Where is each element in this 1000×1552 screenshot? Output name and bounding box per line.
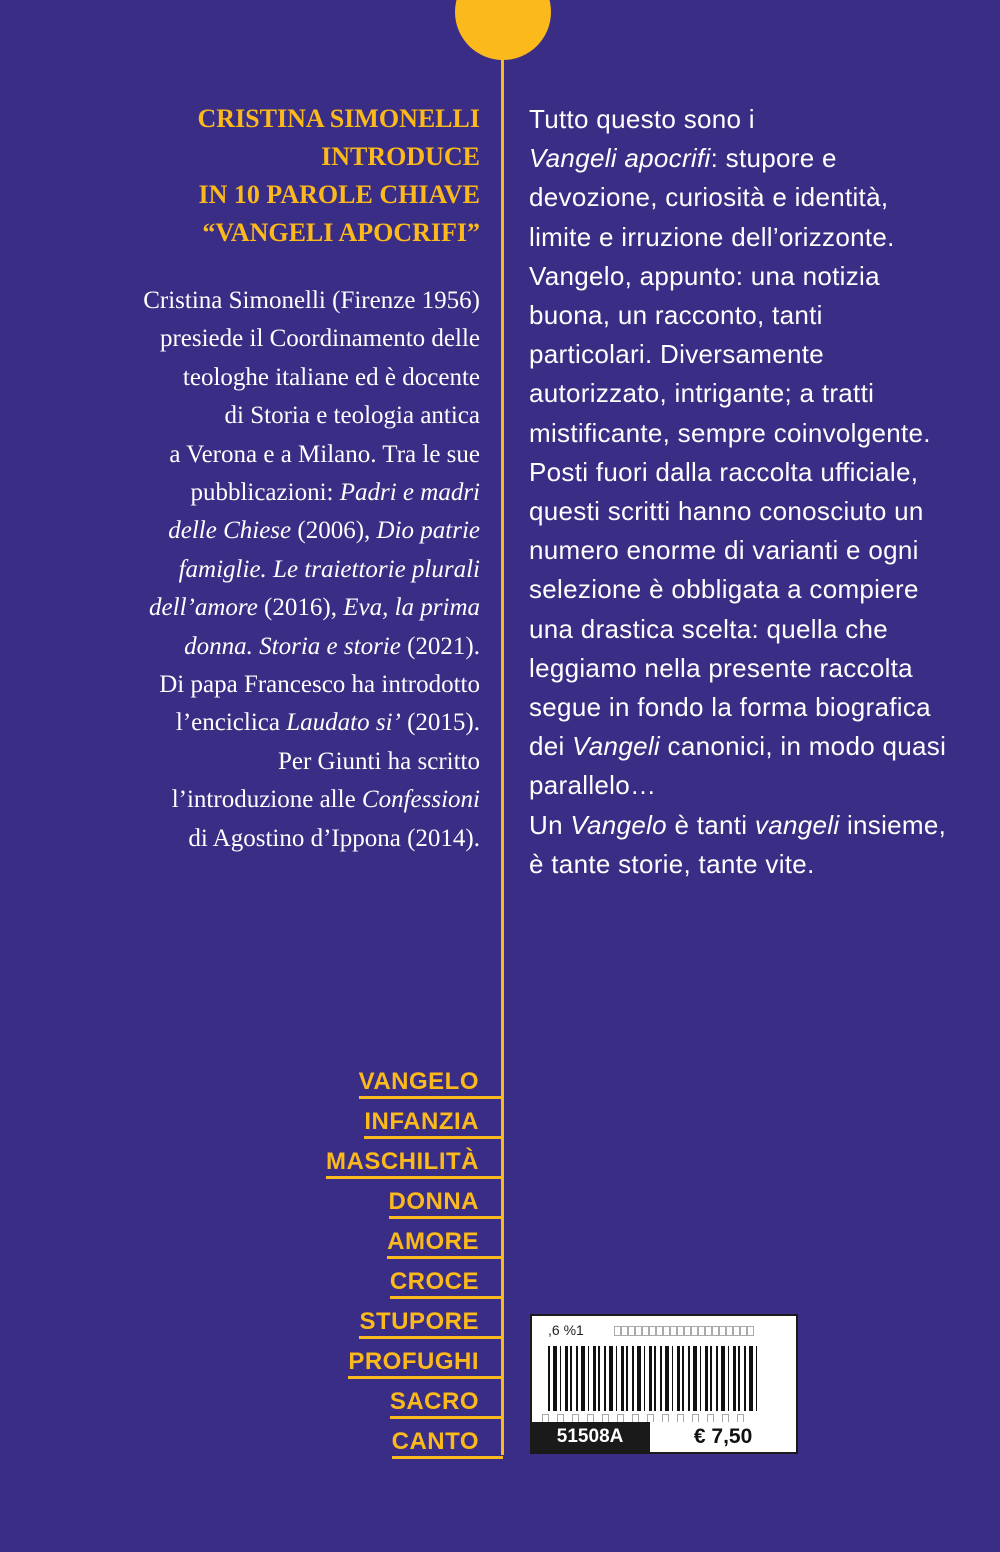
barcode-footer [532, 1422, 796, 1452]
headline-line: INTRODUCE [321, 142, 480, 171]
author-column [60, 100, 480, 858]
bio-text: pubblicazioni: [190, 479, 340, 507]
keyword-label: MASCHILITÀ [326, 1142, 503, 1179]
bio-text: Di papa Francesco ha introdotto [159, 671, 480, 699]
blurb-paragraph-3 [529, 806, 949, 884]
book-title: Dio patrie [376, 517, 480, 545]
blurb-text: : stupore e devozione, curiosità e identità, limite e irruzione dell’orizzonte. Vangelo, appunto: una notizia buona, un racconto, tanti particolari. Diversamente autorizzato, intrigante; a tratti mistificante, sempre coinvolgente. [529, 143, 931, 448]
headline-line: IN 10 PAROLE CHIAVE [198, 180, 480, 209]
blurb-italic: Vangelo [570, 809, 667, 840]
book-title: delle Chiese [168, 517, 292, 545]
product-code: 51508A [532, 1422, 648, 1452]
author-bio [60, 282, 480, 858]
isbn-label: ,6 %1 [548, 1322, 584, 1338]
bio-text: teologhe italiane ed è docente [182, 363, 480, 391]
price: € 7,50 [648, 1422, 796, 1452]
keyword-label: VANGELO [359, 1062, 503, 1099]
book-title: Padri e madri [339, 479, 480, 507]
blurb-italic: vangeli [754, 809, 840, 840]
headline-line: “VANGELI APOCRIFI” [202, 218, 480, 247]
book-title: famiglie. Le traiettorie plurali [178, 555, 480, 583]
keyword-label: CANTO [392, 1422, 503, 1459]
keyword-list [250, 1062, 503, 1462]
bio-text: (2021). [400, 632, 480, 660]
blurb-italic: Vangeli apocrifi [529, 143, 711, 174]
keyword-item [250, 1102, 503, 1142]
keyword-item [250, 1182, 503, 1222]
bio-text: (2015). [400, 709, 480, 737]
book-title: donna. Storia e storie [184, 632, 401, 660]
blurb-text: Tutto questo sono i [529, 104, 755, 134]
keyword-item [250, 1262, 503, 1302]
keyword-item [250, 1062, 503, 1102]
bio-text: (2016), [257, 594, 344, 622]
bio-text: Per Giunti ha scritto [277, 747, 480, 775]
bio-text: presiede il Coordinamento delle [159, 325, 480, 353]
keyword-item [250, 1222, 503, 1262]
blurb-text: canonici, in modo quasi parallelo… [529, 731, 947, 801]
headline-line: CRISTINA SIMONELLI [197, 104, 480, 133]
book-title: dell’amore [149, 594, 258, 622]
blurb-text: Posti fuori dalla raccolta ufficiale, questi scritti hanno conosciuto un numero enorme di varianti e ogni selezione è obbligata a compiere una drastica scelta: quella che leggiamo nella presente raccolta segue in fondo la forma biografica dei [529, 456, 931, 762]
bio-text: l’introduzione alle [171, 786, 362, 814]
keyword-item [250, 1342, 503, 1382]
book-title: Eva, la prima [343, 594, 480, 622]
book-title: Laudato si’ [286, 709, 401, 737]
blurb-text: Un [529, 809, 571, 840]
keyword-label: DONNA [389, 1182, 504, 1219]
keyword-label: INFANZIA [364, 1102, 503, 1139]
keyword-item [250, 1382, 503, 1422]
blurb-paragraph-1 [529, 100, 949, 453]
keyword-item [250, 1142, 503, 1182]
headline [60, 100, 480, 252]
bio-text: di Storia e teologia antica [224, 402, 480, 430]
book-title: Confessioni [361, 786, 480, 814]
blurb-text: insieme, è tante storie, tante vite. [529, 809, 947, 879]
bio-text: di Agostino d’Ippona (2014). [188, 824, 480, 852]
keyword-label: AMORE [387, 1222, 503, 1259]
bio-text: a Verona e a Milano. Tra le sue [169, 440, 480, 468]
keyword-label: STUPORE [359, 1302, 503, 1339]
bio-text: (2006), [291, 517, 377, 545]
blurb-text: è tanti [666, 809, 755, 840]
barcode-bars-icon [548, 1346, 758, 1411]
keyword-label: SACRO [390, 1382, 503, 1419]
keyword-label: CROCE [390, 1262, 503, 1299]
isbn-digit-placeholders [614, 1326, 754, 1336]
barcode-label [530, 1314, 798, 1454]
bio-text: l’enciclica [175, 709, 287, 737]
sun-circle-decoration [455, 0, 551, 60]
bio-text: Cristina Simonelli (Firenze 1956) [143, 287, 480, 314]
keyword-item [250, 1302, 503, 1342]
keyword-label: PROFUGHI [348, 1342, 503, 1379]
keyword-item [250, 1422, 503, 1462]
blurb-column [529, 100, 949, 884]
blurb-italic: Vangeli [572, 731, 660, 762]
blurb-paragraph-2 [529, 453, 949, 806]
